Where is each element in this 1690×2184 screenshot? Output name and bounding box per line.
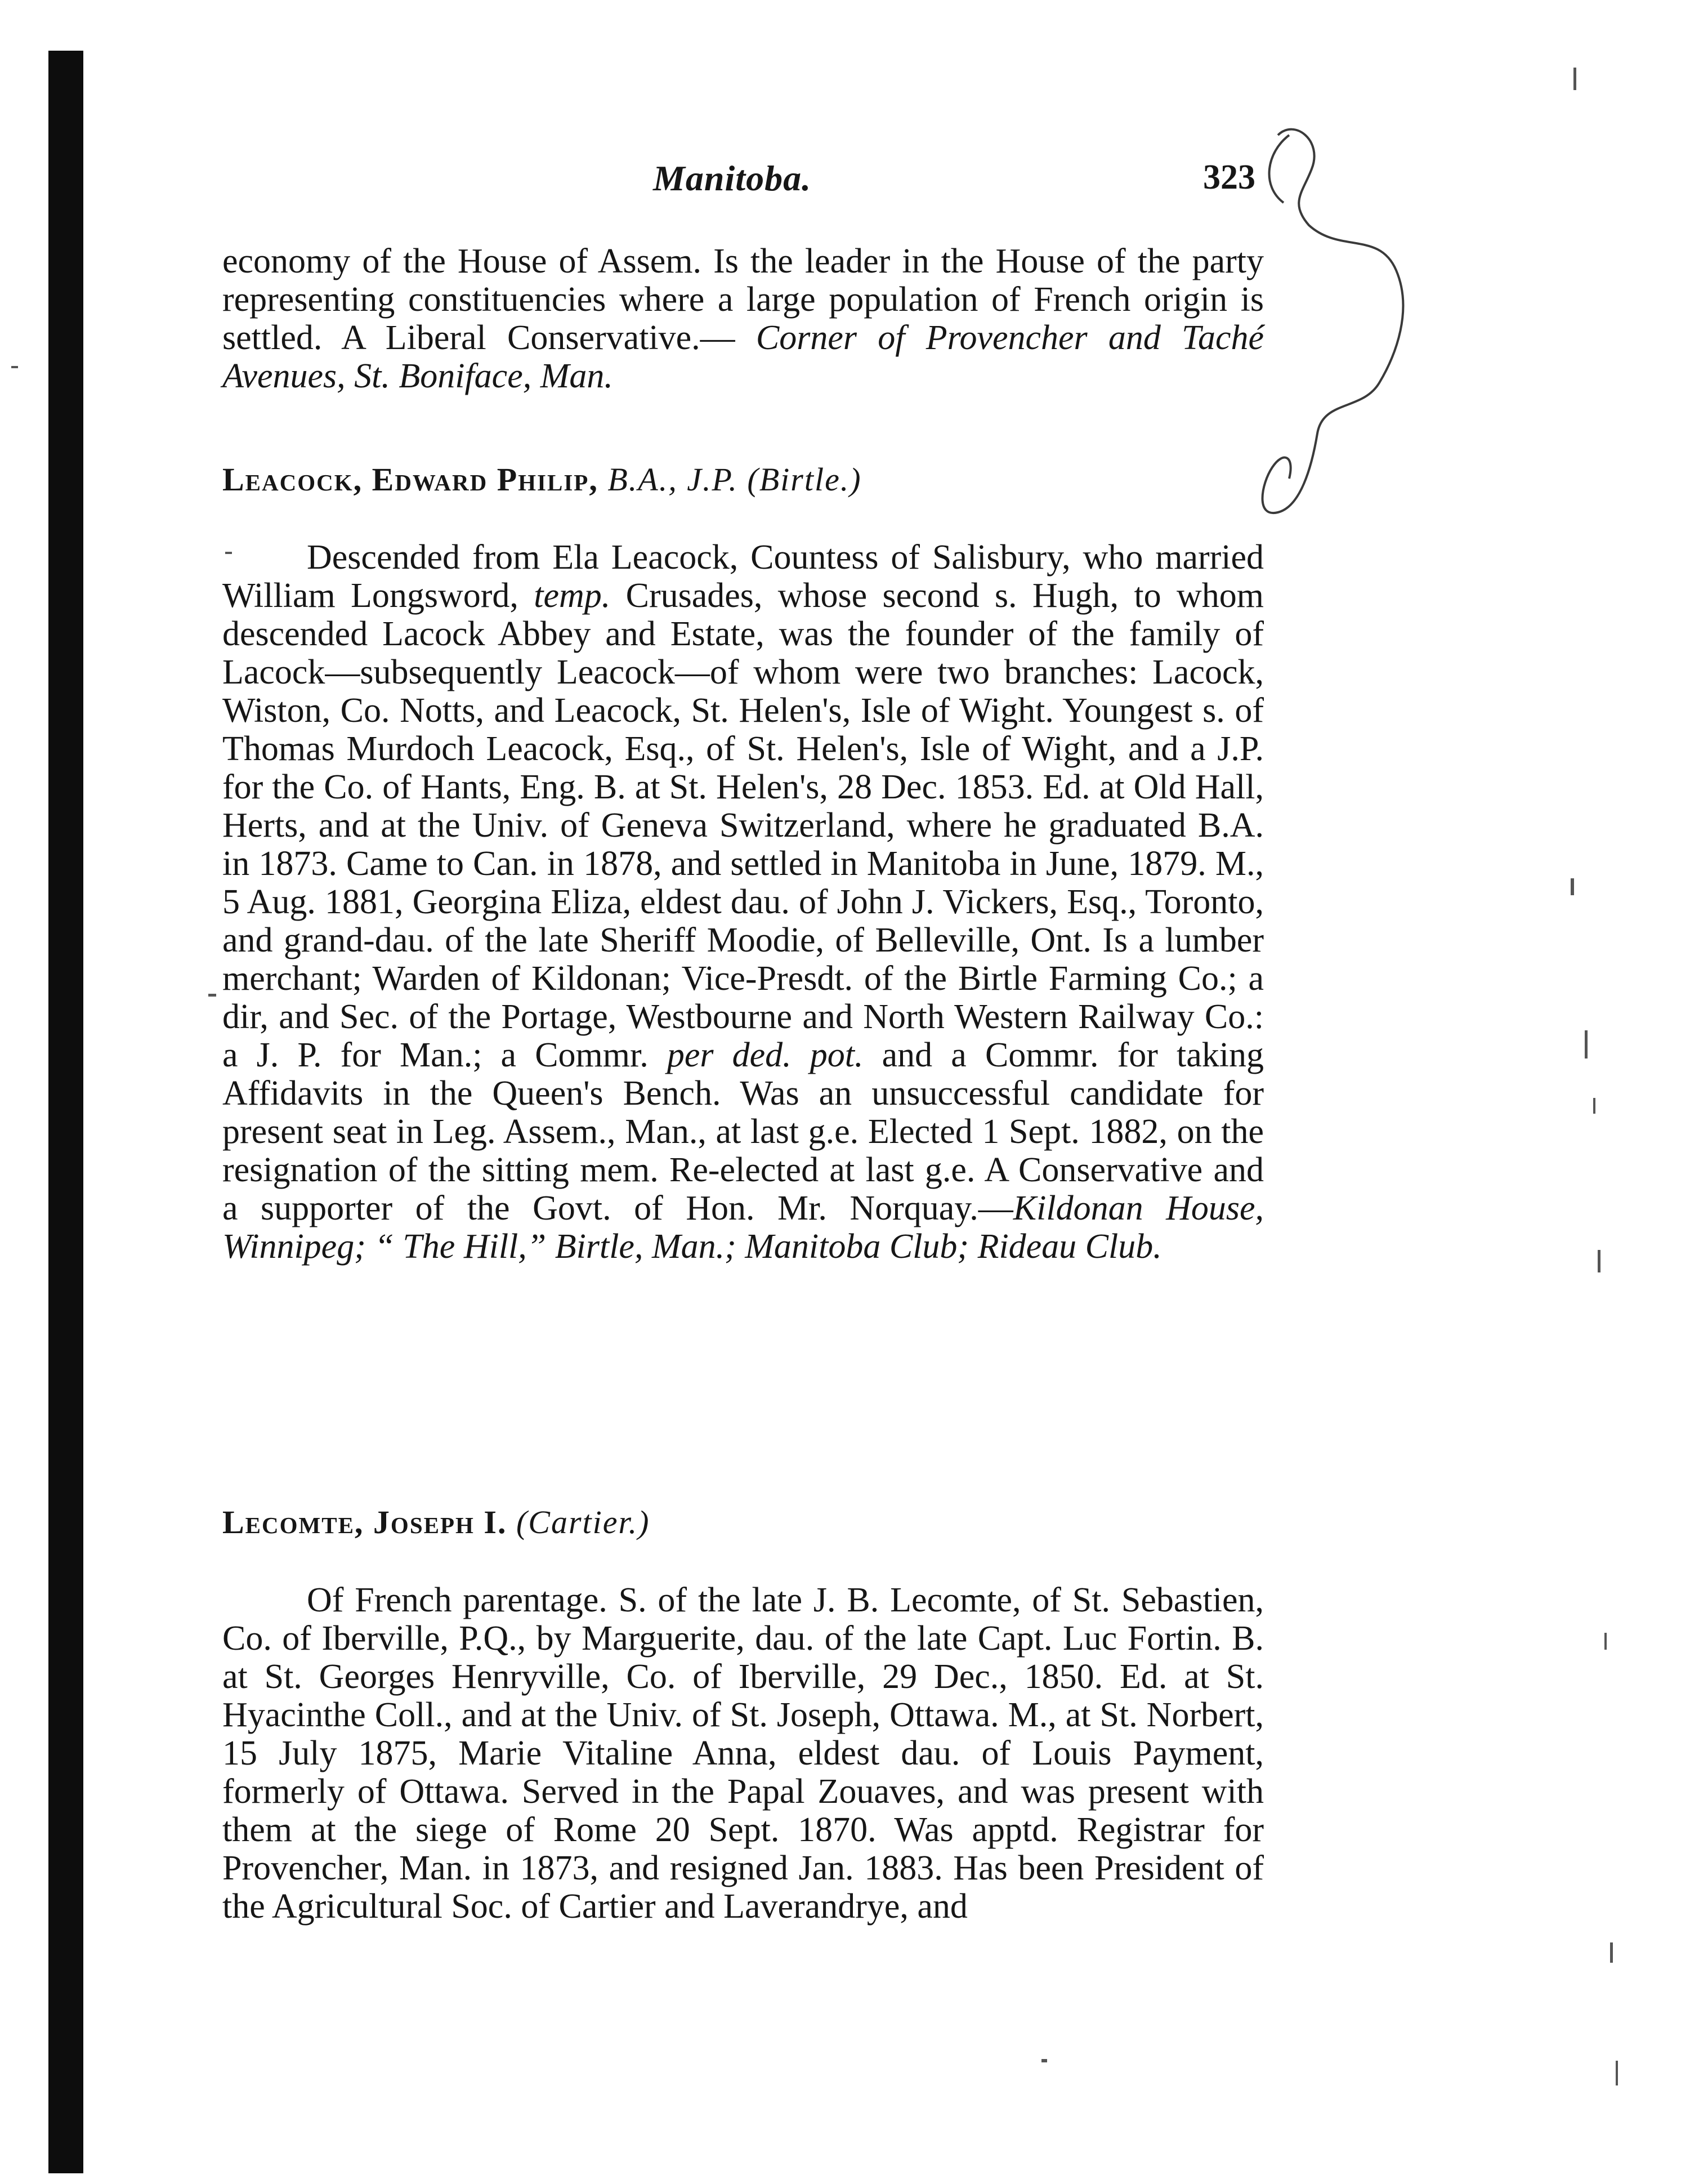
entry-lecomte <box>222 1503 1264 1926</box>
entry-heading <box>222 1503 1264 1542</box>
entry-leacock <box>222 461 1264 1266</box>
entry-body: Of French parentage. S. of the late J. B. Lecomte, of St. Sebastien, Co. of Iberville, P.Q., by Marguerite, dau. of the late Capt. Luc Fortin. B. at St. Georges Henryville, Co. of Iberville, 29 Dec., 1850. Ed. at St. Hyacinthe Coll., and at the Univ. of St. Joseph, Ottawa. M., at St. Norbert, 15 July 1875, Marie Vitaline Anna, eldest dau. of Louis Payment, formerly of Ottawa. Served in the Papal Zouaves, and was present with them at the siege of Rome 20 Sept. 1870. Was apptd. Registrar for Provencher, Man. in 1873, and resigned Jan. 1883. Has been President of the Agricultural Soc. of Cartier and Laverandrye, and <box>222 1581 1264 1926</box>
pencil-scribble <box>1255 118 1424 524</box>
entry-name: Lecomte, Joseph I. <box>222 1504 507 1540</box>
continued-entry <box>222 242 1264 395</box>
entry-constituency: (Birtle.) <box>747 461 862 498</box>
binding-edge-bar <box>48 51 83 2173</box>
page-number: 323 <box>1203 158 1255 196</box>
entry-heading <box>222 461 1264 499</box>
entry-body: Descended from Ela Leacock, Countess of Salisbury, who married William Longsword, temp. Crusades, whose second s. Hugh, to whom descended Lacock Abbey and Estate, was the founder of the family of Lacock—subsequently Leacock—of whom were two branches: Lacock, Wiston, Co. Notts, and Leacock, St. Helen's, Isle of Wight. Youngest s. of Thomas Murdoch Leacock, Esq., of St. Helen's, Isle of Wight, and a J.P. for the Co. of Hants, Eng. B. at St. Helen's, 28 Dec. 1853. Ed. at Old Hall, Herts, and at the Univ. of Geneva Switzerland, where he graduated B.A. in 1873. Came to Can. in 1878, and settled in Manitoba in June, 1879. M., 5 Aug. 1881, Georgina Eliza, eldest dau. of John J. Vickers, Esq., Toronto, and grand-dau. of the late Sheriff Moodie, of Belleville, Ont. Is a lumber merchant; Warden of Kildonan; Vice-Presdt. of the Birtle Farming Co.; a dir, and Sec. of the Portage, Westbourne and North Western Railway Co.: a J. P. for Man.; a Commr. per ded. pot. and a Commr. for taking Affidavits in the Queen's Bench. Was an unsuccessful candidate for present seat in Leg. Assem., Man., at last g.e. Elected 1 Sept. 1882, on the resignation of the sitting mem. Re-elected at last g.e. A Conservative and a supporter of the Govt. of Hon. Mr. Norquay.—Kildonan House, Winnipeg; “ The Hill,” Birtle, Man.; Manitoba Club; Rideau Club. <box>222 538 1264 1266</box>
page-header <box>225 158 1267 203</box>
running-head: Manitoba. <box>653 158 812 198</box>
entry-constituency: (Cartier.) <box>516 1504 650 1540</box>
continued-entry-address: Corner of Provencher and Taché Avenues, St. Boniface, Man. <box>222 319 1264 395</box>
entry-credentials: B.A., J.P. <box>607 461 738 498</box>
entry-name: Leacock, Edward Philip, <box>222 461 598 498</box>
continued-entry-text: economy of the House of Assem. Is the leader in the House of the party representing constituencies where a large population of French origin is settled. A Liberal Conservative.— Corner of Provencher and Taché Avenues, St. Boniface, Man. <box>222 242 1264 395</box>
